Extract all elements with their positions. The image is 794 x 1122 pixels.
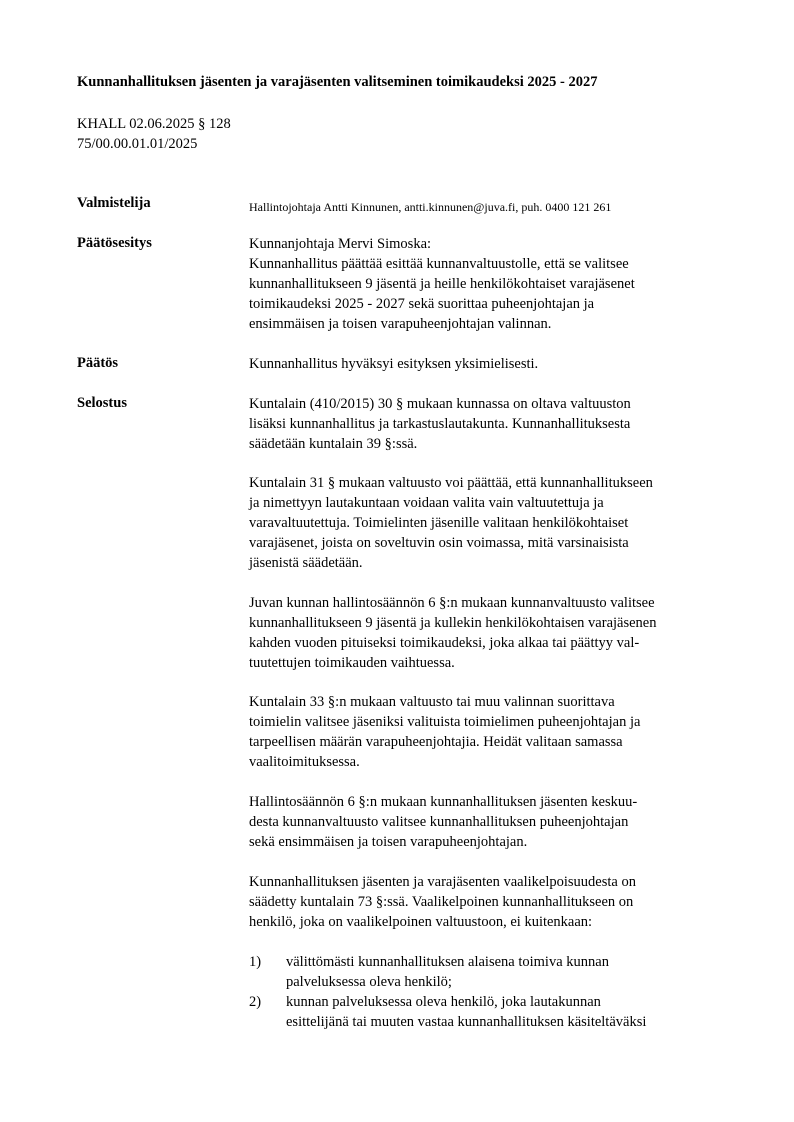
- list-item: [249, 992, 739, 1032]
- paatosesitys-label: Päätösesitys: [77, 235, 152, 251]
- list-item-number: 2): [249, 994, 262, 1010]
- paatosesitys-line: ensimmäisen ja toisen varapuheenjohtajan valinnan.: [249, 316, 552, 332]
- selostus-line: varajäsenet, joista on soveltuvin osin voimassa, mitä varsinaisista: [249, 535, 629, 551]
- paatosesitys-line: Kunnanhallitus päättää esittää kunnanvaltuustolle, että se valitsee: [249, 256, 629, 272]
- selostus-line: Hallintosäännön 6 §:n mukaan kunnanhallituksen jäsenten keskuu-: [249, 794, 638, 810]
- record-id: 75/00.00.01.01/2025: [77, 136, 198, 152]
- list-item-line: kunnan palveluksessa oleva henkilö, joka lautakunnan: [286, 994, 601, 1010]
- selostus-paragraph: [249, 692, 739, 772]
- selostus-label: Selostus: [77, 395, 127, 411]
- list-item-text: [286, 992, 646, 1032]
- selostus-paragraph: [249, 872, 739, 932]
- selostus-line: lisäksi kunnanhallitus ja tarkastuslautakunta. Kunnanhallituksesta: [249, 416, 631, 432]
- selostus-line: vaalitoimituksessa.: [249, 754, 360, 770]
- list-item-line: välittömästi kunnanhallituksen alaisena toimiva kunnan: [286, 954, 609, 970]
- paatosesitys-line: toimikaudeksi 2025 - 2027 sekä suorittaa puheenjohtajan ja: [249, 296, 595, 312]
- paatos-label: Päätös: [77, 355, 119, 371]
- selostus-line: ja nimettyyn lautakuntaan voidaan valita vain valtuutettuja ja: [249, 495, 604, 511]
- selostus-line: varavaltuutettuja. Toimielinten jäsenille valitaan henkilökohtaiset: [249, 515, 629, 531]
- selostus-line: säädetään kuntalain 39 §:ssä.: [249, 436, 418, 452]
- selostus-line: Juvan kunnan hallintosäännön 6 §:n mukaan kunnanvaltuusto valitsee: [249, 595, 655, 611]
- selostus-line: Kunnanhallituksen jäsenten ja varajäsenten vaalikelpoisuudesta on: [249, 874, 636, 890]
- valmistelija-label: Valmistelija: [77, 195, 151, 211]
- selostus-paragraph: [249, 473, 739, 573]
- selostus-line: tarpeellisen määrän varapuheenjohtajia. Heidät valitaan samassa: [249, 734, 623, 750]
- paatosesitys-text: [249, 234, 739, 334]
- meeting-reference: KHALL 02.06.2025 § 128: [77, 116, 231, 132]
- selostus-line: Kuntalain 33 §:n mukaan valtuusto tai muu valinnan suorittava: [249, 694, 615, 710]
- selostus-line: kahden vuoden pituiseksi toimikaudeksi, joka alkaa tai päättyy val-: [249, 635, 640, 651]
- selostus-line: säädetty kuntalain 73 §:ssä. Vaalikelpoinen kunnanhallitukseen on: [249, 894, 634, 910]
- selostus-paragraph: [249, 593, 739, 673]
- valmistelija-line: Hallintojohtaja Antti Kinnunen, antti.kinnunen@juva.fi, puh. 0400 121 261: [249, 200, 612, 214]
- selostus-line: kunnanhallitukseen 9 jäsentä ja kullekin henkilökohtaisen varajäsenen: [249, 615, 657, 631]
- paatos-line: Kunnanhallitus hyväksyi esityksen yksimielisesti.: [249, 356, 539, 372]
- selostus-line: jäsenistä säädetään.: [249, 555, 363, 571]
- selostus-line: desta kunnanvaltuusto valitsee kunnanhallituksen puheenjohtajan: [249, 814, 629, 830]
- document-title: Kunnanhallituksen jäsenten ja varajäsenten valitseminen toimikaudeksi 2025 - 2027: [77, 74, 598, 90]
- selostus-line: Kuntalain 31 § mukaan valtuusto voi päättää, että kunnanhallitukseen: [249, 475, 653, 491]
- selostus-line: toimielin valitsee jäseniksi valituista toimielimen puheenjohtajan ja: [249, 714, 641, 730]
- list-item-text: [286, 952, 609, 992]
- valmistelija-text: [249, 197, 739, 217]
- selostus-paragraph: [249, 792, 739, 852]
- list-item: [249, 952, 739, 992]
- list-item-line: palveluksessa oleva henkilö;: [286, 974, 452, 990]
- paatosesitys-line: kunnanhallitukseen 9 jäsentä ja heille henkilökohtaiset varajäsenet: [249, 276, 635, 292]
- selostus-paragraph: [249, 394, 739, 454]
- selostus-line: tuutettujen toimikauden vaihtuessa.: [249, 655, 455, 671]
- selostus-line: sekä ensimmäisen ja toisen varapuheenjohtajan.: [249, 834, 528, 850]
- selostus-line: Kuntalain (410/2015) 30 § mukaan kunnassa on oltava valtuuston: [249, 396, 631, 412]
- paatosesitys-line: Kunnanjohtaja Mervi Simoska:: [249, 236, 432, 252]
- selostus-line: henkilö, joka on vaalikelpoinen valtuustoon, ei kuitenkaan:: [249, 914, 593, 930]
- list-item-line: esittelijänä tai muuten vastaa kunnanhallituksen käsiteltäväksi: [286, 1014, 647, 1030]
- paatos-text: [249, 354, 739, 374]
- list-item-number: 1): [249, 954, 262, 970]
